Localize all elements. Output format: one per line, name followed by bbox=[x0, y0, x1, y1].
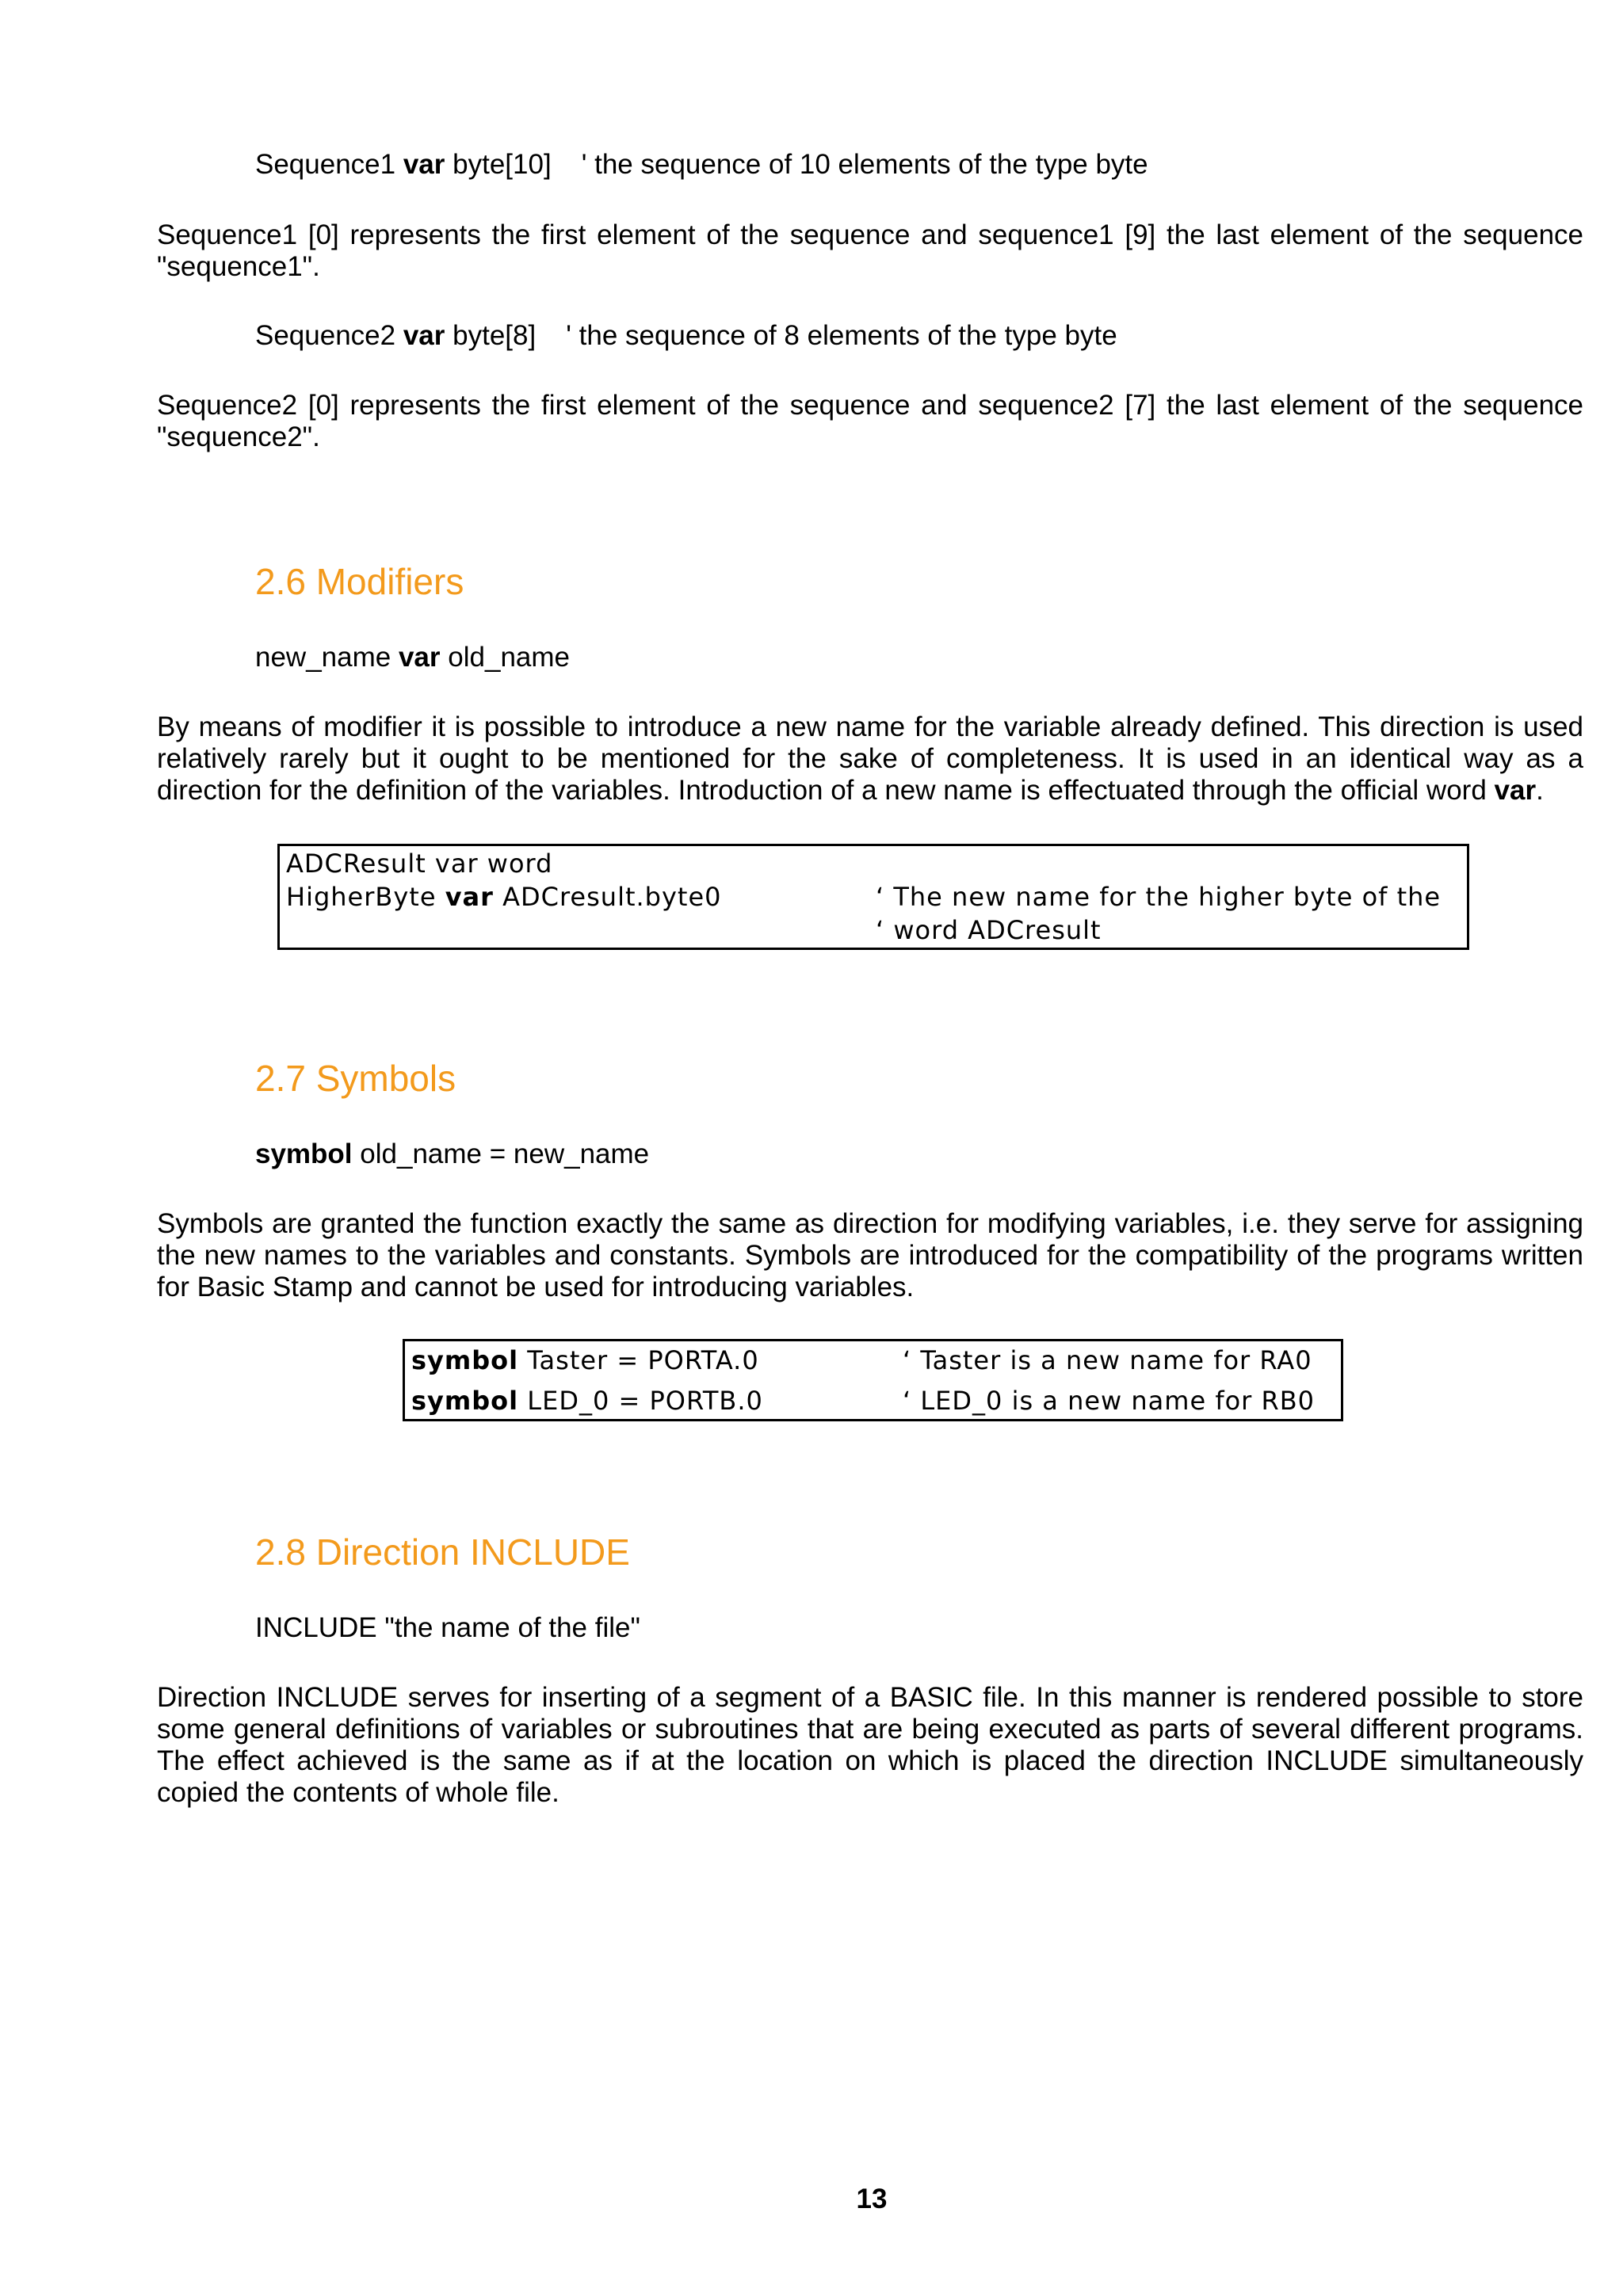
modifiers-code-line2-value: ADCresult.byte0 bbox=[502, 882, 722, 912]
symbols-syntax-rest: old_name = new_name bbox=[360, 1138, 650, 1169]
modifiers-code-comment2: ‘ word ADCresult bbox=[876, 915, 1102, 945]
modifiers-code-line2-keyword: var bbox=[445, 882, 494, 912]
include-paragraph: Direction INCLUDE serves for inserting of a segment of a BASIC file. In this manner is rendered possible to store some general definitions of variables or subroutines that are being executed as parts of several different programs. The effect achieved is the same as if at the location on which is placed the direction INCLUDE simultaneously copied the contents of whole file. bbox=[157, 1682, 1583, 1808]
sequence1-paragraph: Sequence1 [0] represents the first element of the sequence and sequence1 [9] the last element of the sequence "sequence1". bbox=[157, 219, 1583, 282]
symbols-code-row1 bbox=[411, 1344, 759, 1376]
symbols-code-row2 bbox=[411, 1385, 763, 1417]
modifiers-syntax-right: old_name bbox=[448, 642, 570, 673]
sequence1-type: byte[10] bbox=[453, 149, 552, 180]
modifiers-syntax bbox=[255, 642, 570, 673]
sequence1-declaration bbox=[255, 149, 1148, 181]
sequence2-type: byte[8] bbox=[453, 320, 537, 351]
symbols-syntax bbox=[255, 1138, 649, 1170]
modifiers-paragraph-end: . bbox=[1536, 775, 1544, 806]
modifiers-syntax-left: new_name bbox=[255, 642, 391, 673]
symbols-code-row2-comment: ‘ LED_0 is a new name for RB0 bbox=[903, 1386, 1316, 1416]
modifiers-paragraph bbox=[157, 711, 1583, 807]
page-number: 13 bbox=[856, 2183, 888, 2214]
modifiers-syntax-keyword: var bbox=[398, 642, 441, 673]
sequence2-keyword: var bbox=[403, 320, 445, 351]
sequence2-name: Sequence2 bbox=[255, 320, 396, 351]
symbols-code-row2-keyword: symbol bbox=[411, 1386, 519, 1416]
symbols-heading: 2.7 Symbols bbox=[255, 1058, 456, 1099]
symbols-code-row2-statement: LED_0 = PORTB.0 bbox=[527, 1386, 763, 1416]
symbols-code-box bbox=[403, 1339, 1343, 1421]
sequence2-paragraph: Sequence2 [0] represents the first element of the sequence and sequence2 [7] the last element of the sequence "sequence2". bbox=[157, 390, 1583, 452]
modifiers-code-box bbox=[277, 844, 1469, 950]
symbols-code-row1-keyword: symbol bbox=[411, 1345, 519, 1375]
modifiers-code-line2-name: HigherByte bbox=[286, 882, 437, 912]
sequence1-keyword: var bbox=[403, 149, 445, 180]
symbols-paragraph: Symbols are granted the function exactly the same as direction for modifying variables, i.e. they serve for assigning the new names to the variables and constants. Symbols are introduced for the compatibility of the programs written for Basic Stamp and cannot be used for introducing variables. bbox=[157, 1208, 1583, 1302]
sequence1-name: Sequence1 bbox=[255, 149, 396, 180]
include-syntax: INCLUDE "the name of the file" bbox=[255, 1612, 640, 1643]
sequence2-comment: ' the sequence of 8 elements of the type byte bbox=[566, 320, 1117, 351]
modifiers-code-line1: ADCResult var word bbox=[286, 849, 553, 879]
include-heading: 2.8 Direction INCLUDE bbox=[255, 1531, 630, 1573]
symbols-code-row1-comment: ‘ Taster is a new name for RA0 bbox=[903, 1345, 1312, 1375]
modifiers-heading: 2.6 Modifiers bbox=[255, 561, 464, 602]
sequence1-comment: ' the sequence of 10 elements of the type byte bbox=[581, 149, 1148, 180]
symbols-code-row1-statement: Taster = PORTA.0 bbox=[527, 1345, 759, 1375]
modifiers-code-comment1: ‘ The new name for the higher byte of the bbox=[876, 882, 1442, 912]
modifiers-code-line2 bbox=[286, 881, 722, 913]
modifiers-paragraph-keyword: var bbox=[1494, 775, 1537, 806]
symbols-syntax-keyword: symbol bbox=[255, 1138, 353, 1169]
modifiers-paragraph-text: By means of modifier it is possible to introduce a new name for the variable already defined. This direction is used relatively rarely but it ought to be mentioned for the sake of completeness. It is used in an identical way as a direction for the definition of the variables. Introduction of a new name is effectuated through the official word bbox=[157, 711, 1583, 806]
sequence2-declaration bbox=[255, 320, 1117, 352]
